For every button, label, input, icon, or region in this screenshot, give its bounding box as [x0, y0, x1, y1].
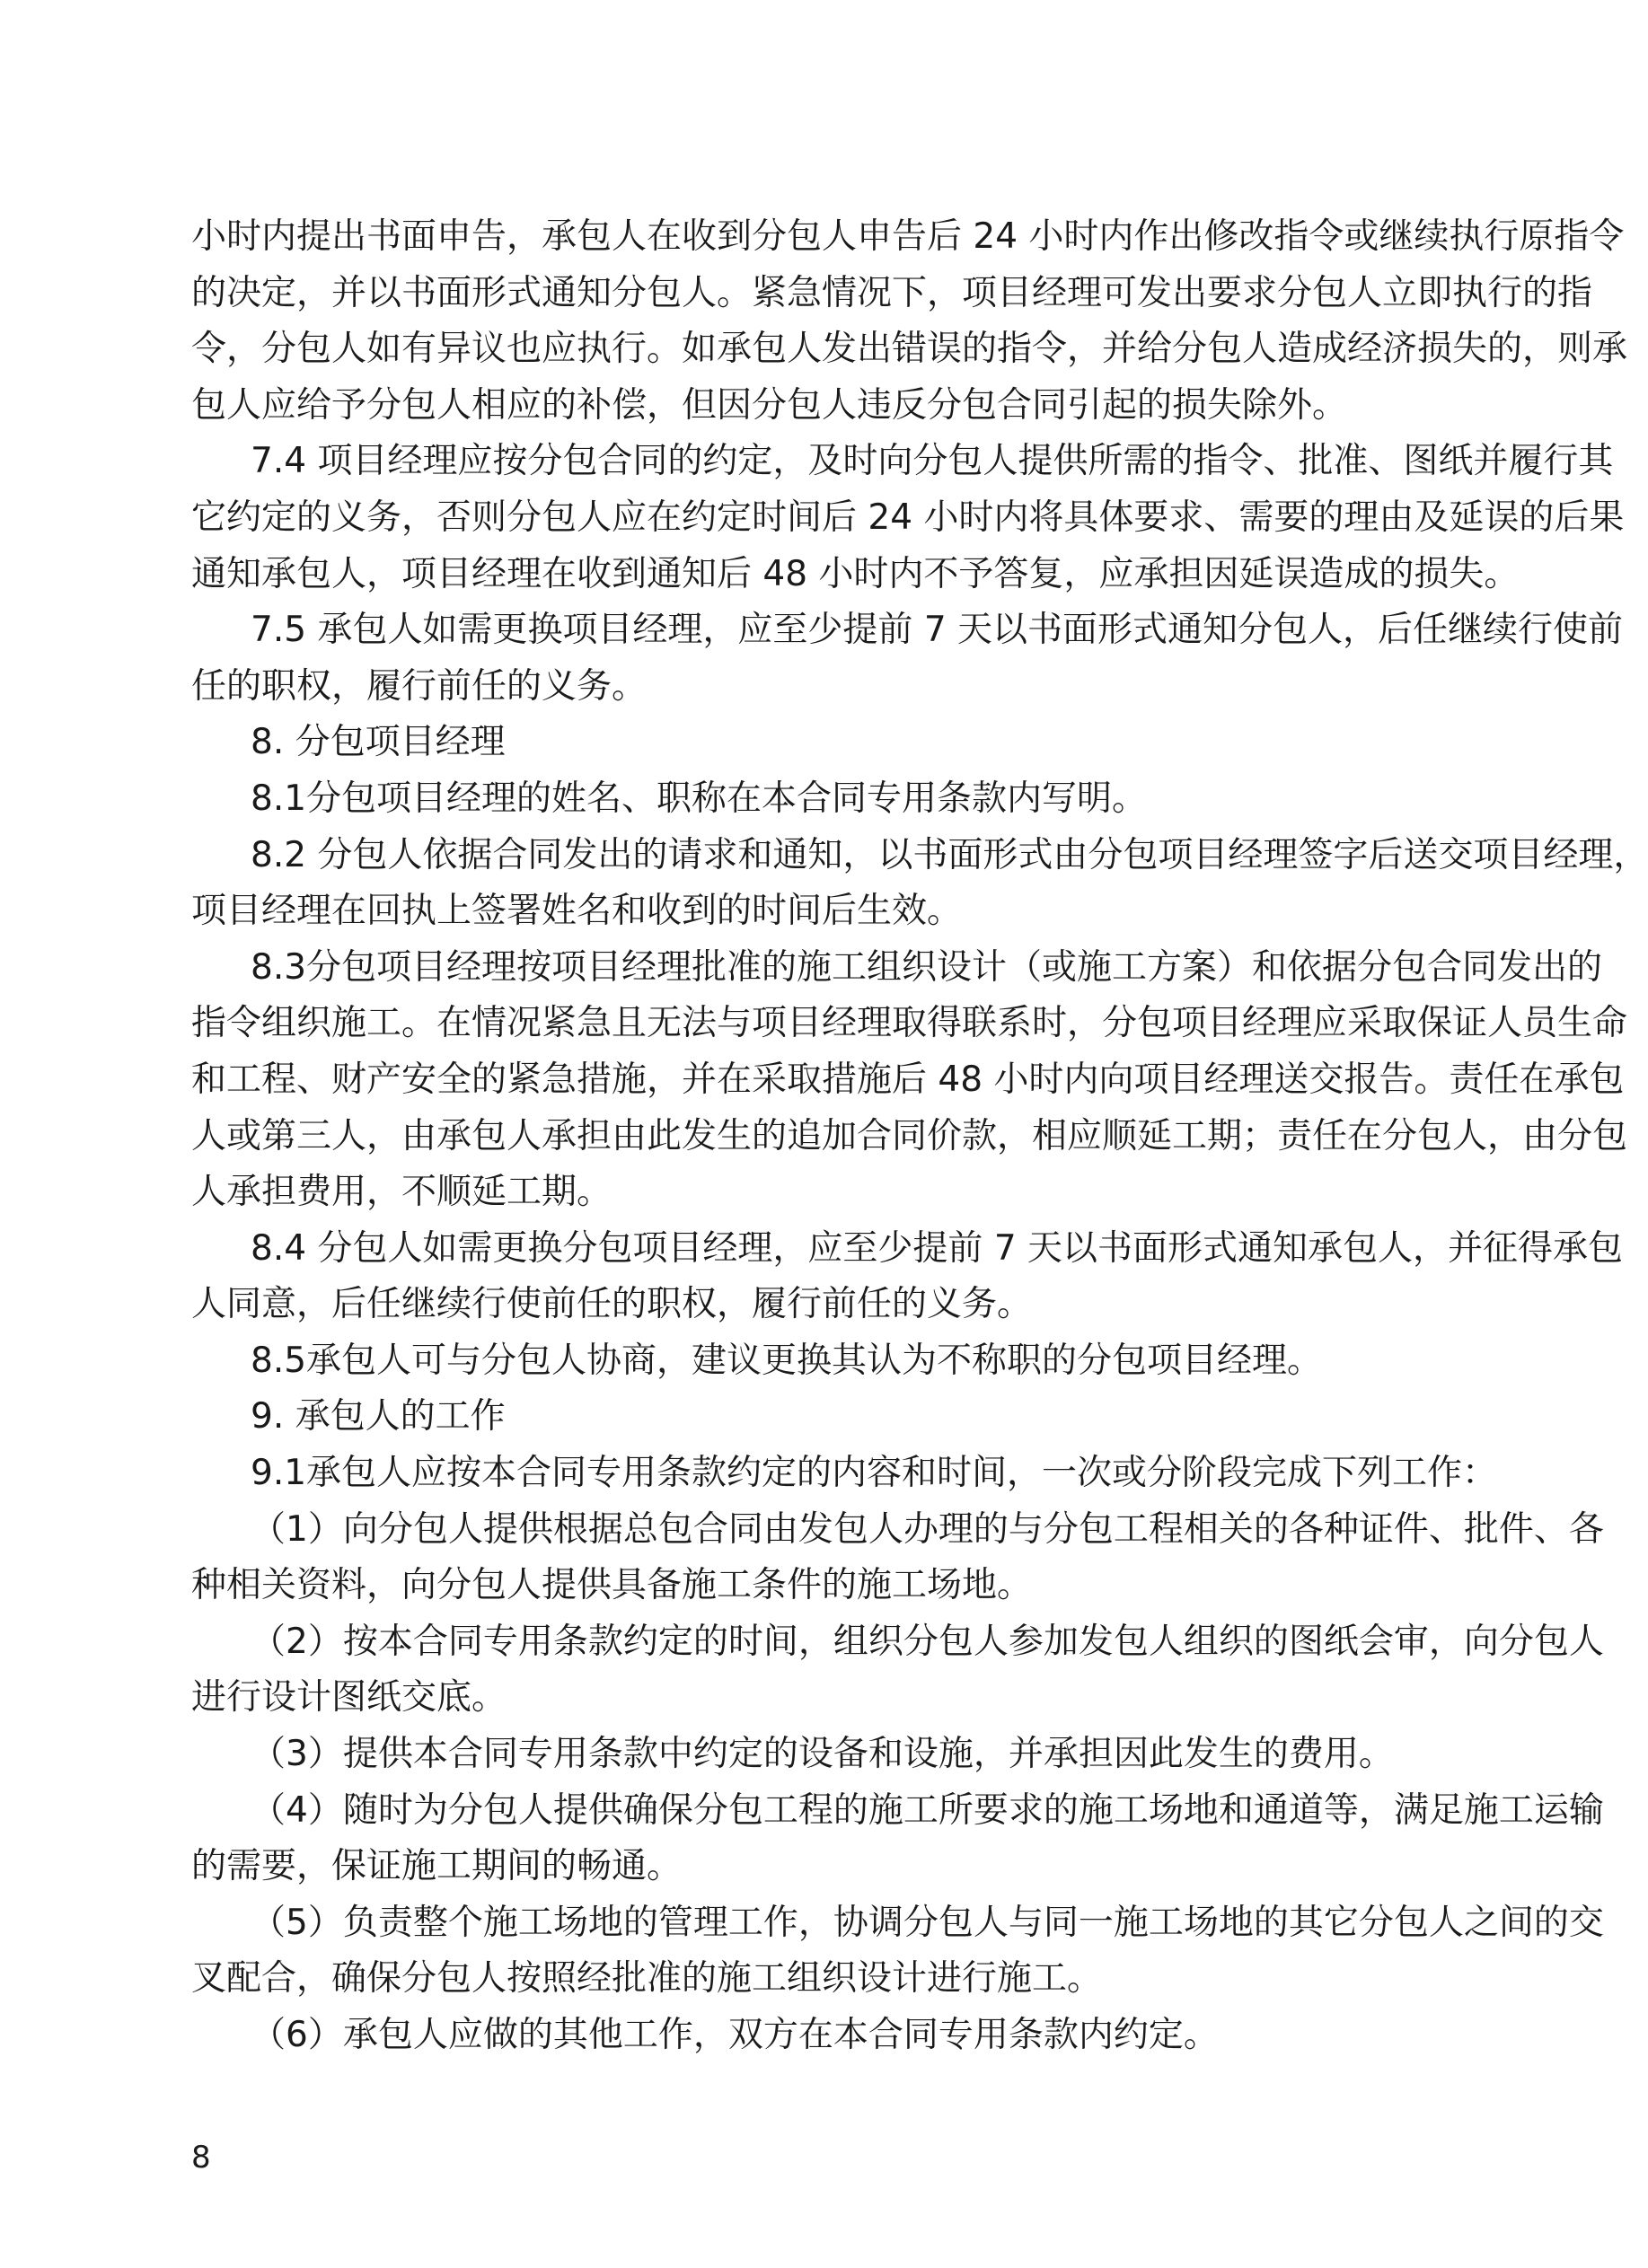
paragraph	[191, 771, 1423, 828]
paragraph	[191, 1221, 1624, 1333]
text-line: 进行设计图纸交底。	[191, 1677, 507, 1719]
paragraph	[191, 2008, 1423, 2064]
paragraph	[191, 1333, 1423, 1390]
text-line: 包人应给予分包人相应的补偿，但因分包人违反分包合同引起的损失除外。	[191, 384, 1348, 426]
text-line: 8.3分包项目经理按项目经理批准的施工组织设计（或施工方案）和依据分包合同发出的	[251, 946, 1603, 988]
text-line: 的需要，保证施工期间的畅通。	[191, 1846, 683, 1887]
text-line: 它约定的义务，否则分包人应在约定时间后 24 小时内将具体要求、需要的理由及延误的后果	[191, 497, 1625, 538]
text-line: 8.1分包项目经理的姓名、职称在本合同专用条款内写明。	[251, 778, 1148, 819]
paragraph	[191, 1389, 1423, 1446]
text-line: 项目经理在回执上签署姓名和收到的时间后生效。	[191, 891, 963, 932]
text-line: 8.5承包人可与分包人协商，建议更换其认为不称职的分包项目经理。	[251, 1340, 1323, 1381]
text-line: 通知承包人，项目经理在收到通知后 48 小时内不予答复，应承担因延误造成的损失。	[191, 553, 1520, 594]
paragraph	[191, 828, 1648, 940]
text-line: （2）按本合同专用条款约定的时间，组织分包人参加发包人组织的图纸会审，向分包人	[251, 1621, 1604, 1662]
paragraph	[191, 1614, 1604, 1727]
text-line: （1）向分包人提供根据总包合同由发包人办理的与分包工程相关的各种证件、批件、各	[251, 1508, 1604, 1550]
text-line: 种相关资料，向分包人提供具备施工条件的施工场地。	[191, 1565, 1033, 1606]
text-line: （6）承包人应做的其他工作，双方在本合同专用条款内约定。	[251, 2015, 1219, 2055]
text-line: 人承担费用，不顺延工期。	[191, 1172, 612, 1213]
text-line: 人同意，后任继续行使前任的职权，履行前任的义务。	[191, 1284, 1033, 1325]
text-line: （3）提供本合同专用条款中约定的设备和设施，并承担因此发生的费用。	[251, 1734, 1394, 1775]
paragraph	[191, 715, 1423, 771]
paragraph	[191, 1895, 1604, 2008]
text-line: 叉配合，确保分包人按照经批准的施工组织设计进行施工。	[191, 1958, 1103, 2000]
paragraph	[191, 434, 1625, 602]
paragraph	[191, 1446, 1498, 1502]
text-line: 的决定，并以书面形式通知分包人。紧急情况下，项目经理可发出要求分包人立即执行的指	[191, 272, 1593, 313]
paragraph	[191, 209, 1628, 434]
text-line: 9. 承包人的工作	[251, 1396, 506, 1437]
text-line: 8. 分包项目经理	[251, 722, 506, 763]
text-line: 指令组织施工。在情况紧急且无法与项目经理取得联系时，分包项目经理应采取保证人员生命	[191, 1003, 1628, 1044]
text-line: （4）随时为分包人提供确保分包工程的施工所要求的施工场地和通道等，满足施工运输	[251, 1789, 1604, 1831]
text-line: 7.4 项目经理应按分包合同的约定，及时向分包人提供所需的指令、批准、图纸并履行其	[251, 441, 1614, 482]
text-line: 9.1承包人应按本合同专用条款约定的内容和时间，一次或分阶段完成下列工作：	[251, 1453, 1498, 1494]
page-number: 8	[191, 2140, 211, 2176]
paragraph	[191, 1783, 1604, 1895]
paragraph	[191, 602, 1624, 715]
text-line: 人或第三人，由承包人承担由此发生的追加合同价款，相应顺延工期；责任在分包人，由分包	[191, 1115, 1628, 1156]
text-line: 和工程、财产安全的紧急措施，并在采取措施后 48 小时内向项目经理送交报告。责任在承包	[191, 1059, 1625, 1100]
document-body	[191, 209, 1648, 2064]
text-line: 小时内提出书面申告，承包人在收到分包人申告后 24 小时内作出修改指令或继续执行原指令	[191, 216, 1625, 257]
text-line: 8.4 分包人如需更换分包项目经理，应至少提前 7 天以书面形式通知承包人，并征得承包	[251, 1227, 1624, 1269]
text-line: （5）负责整个施工场地的管理工作，协调分包人与同一施工场地的其它分包人之间的交	[251, 1902, 1604, 1943]
text-line: 任的职权，履行前任的义务。	[191, 665, 648, 707]
text-line: 7.5 承包人如需更换项目经理，应至少提前 7 天以书面形式通知分包人，后任继续行使前	[251, 610, 1624, 651]
paragraph	[191, 940, 1628, 1221]
paragraph	[191, 1502, 1604, 1614]
text-line: 令，分包人如有异议也应执行。如承包人发出错误的指令，并给分包人造成经济损失的，则承	[191, 329, 1628, 370]
paragraph	[191, 1727, 1423, 1783]
text-line: 8.2 分包人依据合同发出的请求和通知，以书面形式由分包项目经理签字后送交项目经理，	[251, 834, 1648, 875]
